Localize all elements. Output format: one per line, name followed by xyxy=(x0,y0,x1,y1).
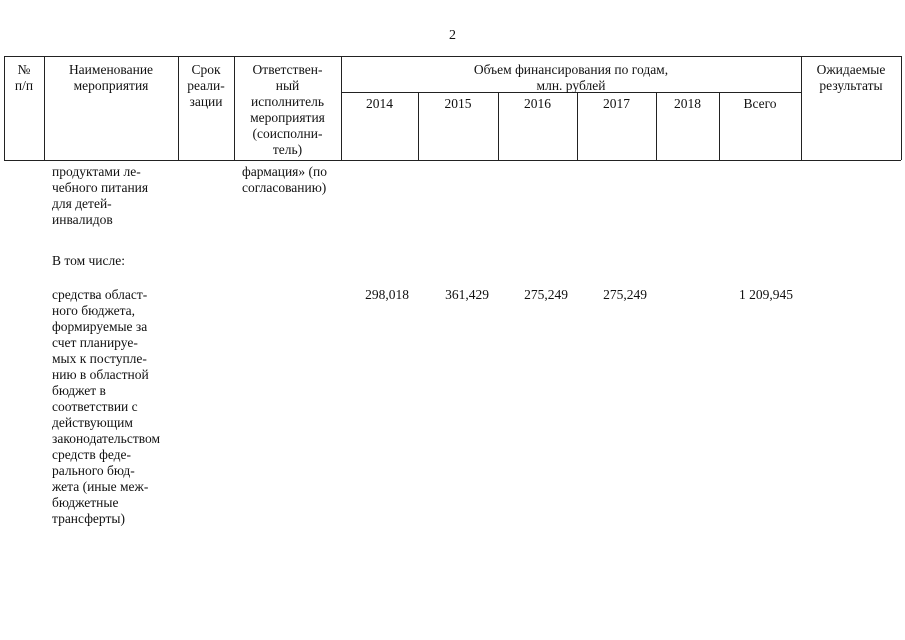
header-activity-name: Наименование мероприятия xyxy=(68,62,154,93)
header-term: Срок реали- зации xyxy=(187,62,225,109)
row-including-label: В том числе: xyxy=(52,253,125,268)
value-2014: 298,018 xyxy=(365,287,409,302)
value-2017: 275,249 xyxy=(603,287,647,302)
value-total: 1 209,945 xyxy=(739,287,793,302)
value-2015: 361,429 xyxy=(445,287,489,302)
row-regional-budget-description: средства област- ного бюджета, формируемые за счет планируе- мых к поступле- нию в областной бюджет в соответствии с действующим законодательством средств феде- рального бюд- жета (иные меж- бюджетные трансферты) xyxy=(52,287,161,526)
table-top-border xyxy=(4,56,901,57)
row-activity-continued: продуктами ле- чебного питания для детей- инвалидов xyxy=(52,164,149,227)
header-responsible: Ответствен- ный исполнитель мероприятия (соисполни- тель) xyxy=(250,62,325,157)
header-year-2015: 2015 xyxy=(444,96,472,111)
value-2016: 275,249 xyxy=(524,287,568,302)
header-bottom-border xyxy=(4,160,901,161)
header-year-2017: 2017 xyxy=(603,96,630,111)
row-responsible-continued: фармация» (по согласованию) xyxy=(242,164,327,195)
page-number: 2 xyxy=(449,28,456,43)
header-expected-results: Ожидаемые результаты xyxy=(816,62,886,93)
header-year-2014: 2014 xyxy=(366,96,393,111)
header-number: № п/п xyxy=(14,62,34,93)
header-total: Всего xyxy=(743,96,777,111)
col-divider-right xyxy=(901,56,902,160)
header-year-2018: 2018 xyxy=(674,96,701,111)
header-year-2016: 2016 xyxy=(524,96,551,111)
header-funding: Объем финансирования по годам, млн. рублей xyxy=(473,62,669,93)
